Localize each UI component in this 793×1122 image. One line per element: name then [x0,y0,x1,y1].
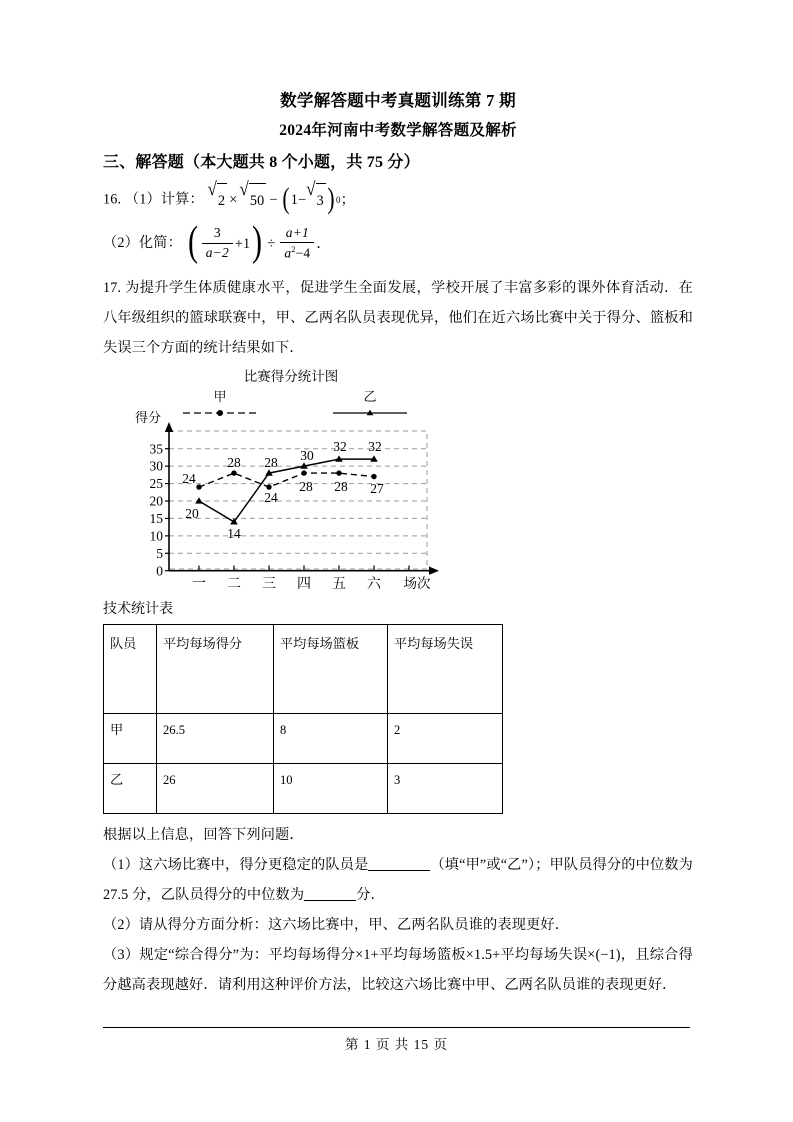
plus-one: +1 [234,235,251,252]
series-jia-line [199,473,374,487]
legend-item-jia [181,389,259,423]
document-title: 数学解答题中考真题训练第 7 期 [280,91,516,110]
svg-text:5: 5 [156,545,163,561]
chart-x-axis-label: 场次 [403,575,431,591]
series-yi-line [199,459,374,522]
chart-y-axis-label: 得分 [134,409,161,425]
svg-text:三: 三 [262,576,276,592]
series-jia-point [336,470,341,475]
svg-text:20: 20 [185,505,199,521]
sqrt-2: √ 2 [208,182,228,218]
table-row [104,713,503,763]
q17-sub1-text-b: （填“甲”或“乙”）；甲队员得分的中位数为 27.5 分，乙队员得分的中位数为 [103,856,693,903]
question-17-sub-1 [103,850,693,910]
svg-text:四: 四 [297,576,311,592]
footer-divider [103,1027,690,1028]
series-jia-point [196,484,201,489]
period-mark: ． [316,235,331,252]
chart-legend [121,389,451,423]
q17-stem-text: 为提升学生体质健康水平，促进学生全面发展，学校开展了丰富多彩的课外体育活动．在八年级组织的篮球联赛中，甲、乙两名队员表现优异，他们在近六场比赛中关于得分、篮板和失误三个方面的统计结果如下． [103,279,693,356]
q17-sub1-text-a: （1）这六场比赛中，得分更稳定的队员是 [103,856,369,873]
minus-operator: − [269,192,278,208]
sqrt-3: √ 3 [306,182,326,218]
table-row [104,763,503,813]
left-paren: ( [281,182,290,215]
question-17-sub-2: （2）请从得分方面分析：这六场比赛中，甲、乙两名队员谁的表现更好． [103,916,570,933]
question-16-part-1 [103,178,693,218]
svg-text:0: 0 [156,563,163,579]
table-cell-player: 乙 [104,763,157,813]
svg-text:32: 32 [368,438,382,454]
series-yi-value-labels [185,439,382,541]
q17-sub1-text-c: 分． [356,886,385,903]
q16-part2-label: （2）化简： [103,235,182,251]
fraction-a-plus-1-over-a-squared-minus-4: $\frac{a+1}{a^2-4}$ [280,225,314,263]
table-cell-rebounds: 10 [274,763,388,813]
q16-part2-expression [186,218,331,267]
document-subtitle: 2024年河南中考数学解答题及解析 [279,122,517,139]
answer-blank-median-yi[interactable] [304,885,356,901]
series-yi-point [195,497,203,503]
question-16-part-2 [103,220,693,267]
table-header-row [104,624,503,713]
exponent-zero: 0 [335,195,341,205]
inner-minus: − [297,192,307,208]
series-jia-point [266,484,271,489]
table-header-points: 平均每场得分 [157,624,274,713]
times-operator: × [229,192,238,208]
page-footer: 第 1 页 共 15 页 [344,1037,449,1052]
legend-label-jia: 甲 [213,388,227,404]
legend-swatch-yi [331,408,409,418]
svg-text:二: 二 [227,576,241,592]
chart-title: 比赛得分统计图 [243,368,339,384]
legend-swatch-jia [181,408,259,418]
table-caption: 技术统计表 [103,601,173,617]
legend-item-yi [331,389,409,423]
series-jia-point [371,474,376,479]
svg-text:27: 27 [370,480,384,496]
table-cell-points: 26.5 [157,713,274,763]
question-17-stem [103,273,693,363]
svg-text:一: 一 [192,576,206,592]
svg-text:28: 28 [264,454,278,470]
page-content [103,86,693,1000]
svg-text:20: 20 [149,493,163,509]
svg-text:30: 30 [300,447,314,463]
q17-number: 17. [103,279,122,296]
svg-text:五: 五 [332,576,346,592]
left-paren-2: ( [187,218,198,265]
svg-text:15: 15 [149,510,163,526]
answer-blank-stable-player[interactable] [368,855,430,871]
table-header-player: 队员 [104,624,157,713]
svg-text:10: 10 [149,528,163,544]
table-header-rebounds: 平均每场篮板 [274,624,388,713]
table-header-turnovers: 平均每场失误 [388,624,503,713]
svg-text:28: 28 [227,454,241,470]
table-cell-points: 26 [157,763,274,813]
technical-statistics-table [103,624,503,814]
q16-number: 16. [103,191,122,208]
section-heading: 三、解答题（本大题共 8 个小题，共 75 分） [103,154,420,171]
svg-text:14: 14 [227,525,241,541]
svg-text:28: 28 [299,478,313,494]
svg-text:六: 六 [367,576,381,592]
svg-text:24: 24 [182,470,196,486]
score-line-chart [121,367,451,595]
chart-x-tick-labels [192,576,382,592]
chart-plot-area [121,409,451,595]
question-17-sub-3: （3）规定“综合得分”为：平均每场得分×1+平均每场篮板×1.5+平均每场失误×(−1)，且综合得分越高表现越好．请利用这种评价方法，比较这六场比赛中甲、乙两名队员谁的表现更好． [103,946,693,993]
series-jia-value-labels [182,455,384,505]
chart-y-tick-labels [150,441,164,578]
svg-text:30: 30 [149,458,163,474]
semicolon: ； [340,192,355,208]
divide-operator: ÷ [267,235,276,252]
table-cell-turnovers: 3 [388,763,503,813]
fraction-3-over-a-minus-2: $\frac{3}{a-2}$ [202,225,233,262]
svg-text:35: 35 [149,441,163,457]
svg-text:32: 32 [333,438,347,454]
question-17-lead-in: 根据以上信息，回答下列问题． [103,826,304,843]
table-cell-player: 甲 [104,713,157,763]
svg-text:25: 25 [149,475,163,491]
one-term: 1 [290,192,298,208]
right-paren-2: ) [252,218,263,265]
series-jia-point [231,470,236,475]
sqrt-50: √ 50 [239,182,266,218]
table-cell-turnovers: 2 [388,713,503,763]
right-paren: ) [327,182,335,215]
legend-label-yi: 乙 [363,388,377,404]
q16-part1-expression [207,178,355,218]
svg-text:24: 24 [264,489,278,505]
series-jia-point [301,470,306,475]
q16-part1-label: （1）计算： [124,191,204,208]
svg-text:28: 28 [334,478,348,494]
table-cell-rebounds: 8 [274,713,388,763]
